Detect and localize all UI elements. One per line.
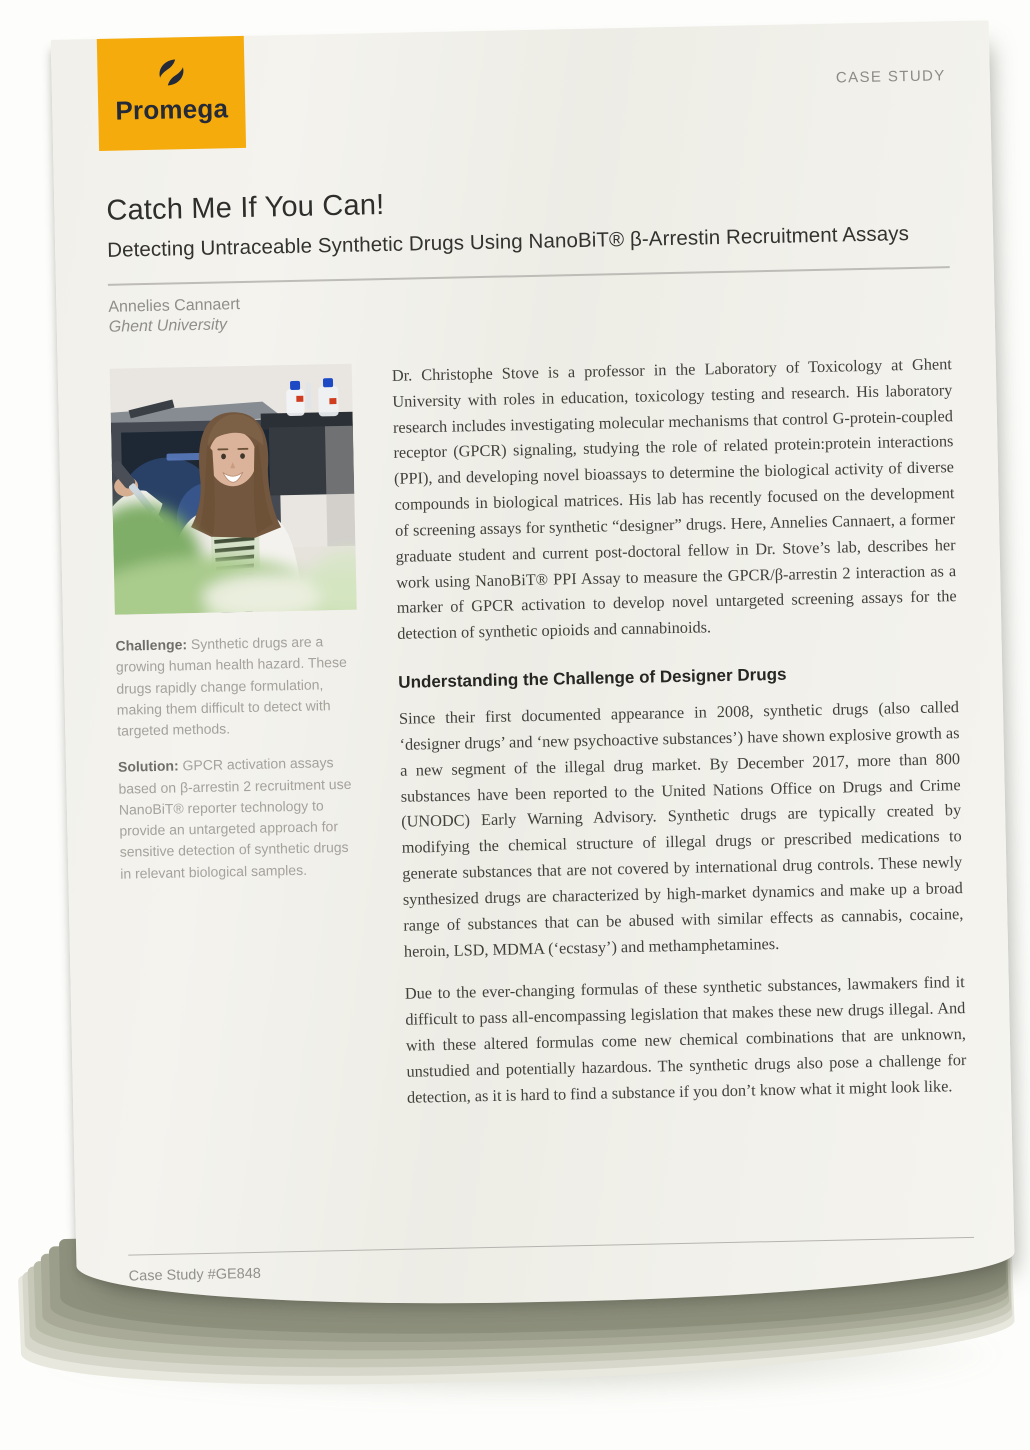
document-page [51, 20, 1015, 1311]
challenge-label: Challenge: [115, 636, 188, 654]
challenge-text: Synthetic drugs are a growing human health hazard. These drugs rapidly change formulation, making them difficult to detect with targeted methods. [115, 633, 347, 739]
section-heading: Understanding the Challenge of Designer Drugs [398, 664, 787, 692]
body-paragraph: Since their first documented appearance in 2008, synthetic drugs (also called ‘designer drugs’ and ‘new psychoactive substances’) have shown explosive growth as a new segment of the illegal drug market. By December 2017, more than 800 substances have been reported to the United Nations Office on Drugs and Crime (UNODC) Early Warning Advisory. Synthetic drugs are typically created by modifying the chemical structure of illegal drugs or prescribed medications to generate substances that are not covered by international drug controls. These newly synthesized drugs are characterized by high-market dynamics and make up a broad range of substances that can be abused with similar effects as cannabis, cocaine, heroin, LSD, MDMA (‘ecstasy’) and methamphetamines. [398, 697, 964, 961]
author-name: Annelies Cannaert [108, 296, 241, 316]
solution-label: Solution: [117, 757, 179, 776]
challenge-note [115, 631, 359, 742]
case-study-label: CASE STUDY [835, 67, 946, 87]
lab-photo-illustration [110, 364, 357, 615]
intro-paragraph: Dr. Christophe Stove is a professor in the Laboratory of Toxicology at Ghent University with roles in education, toxicology testing and research. His laboratory research includes investigating molecular mechanisms that control G-protein-coupled receptor (GPCR) signaling, studying the role of related protein:protein interactions (PPI), and developing novel bioassays to determine the biological activity of diverse compounds in biological matrices. His lab has recently focused on the development of screening assays for synthetic “designer” drugs. Here, Annelies Cannaert, a former graduate student and current post-doctoral fellow in Dr. Stove’s lab, describes her work using NanoBiT® PPI Assay to measure the GPCR/β-arrestin 2 interaction as a marker of GPCR activation to develop novel untargeted screening assays for the detection of synthetic opioids and cannabinoids. [391, 354, 957, 644]
sidebar-column [110, 364, 368, 1133]
doc-number: Case Study #GE848 [128, 1265, 262, 1285]
solution-text: GPCR activation assays based on β-arrestin 2 recruitment use NanoBiT® reporter technology to provide an untargeted approach for sensitive detection of synthetic drugs in relevant biological samples. [118, 754, 352, 882]
article-column [392, 351, 968, 1127]
page-footer [128, 1237, 974, 1285]
page-subtitle: Detecting Untraceable Synthetic Drugs Using NanoBiT® β-Arrestin Recruitment Assays [106, 222, 910, 262]
page-title: Catch Me If You Can! [106, 189, 385, 227]
promega-logo [97, 36, 246, 151]
author-affiliation: Ghent University [108, 316, 228, 336]
promega-swirl-icon [149, 51, 194, 94]
body-paragraph: Due to the ever-changing formulas of these synthetic substances, lawmakers find it difficult to pass all-encompassing legislation that makes these new drugs illegal. And with these altered formulas come new chemical combinations that are unknown, unstudied and potentially hazardous. The synthetic drugs also pose a challenge for detection, as it is hard to find a substance if you don’t know what it might look like. [404, 972, 967, 1107]
solution-note [118, 752, 363, 885]
brand-name: Promega [115, 93, 229, 126]
title-block [106, 177, 951, 337]
lab-scientist-photo [110, 364, 357, 615]
content-columns [110, 351, 968, 1133]
